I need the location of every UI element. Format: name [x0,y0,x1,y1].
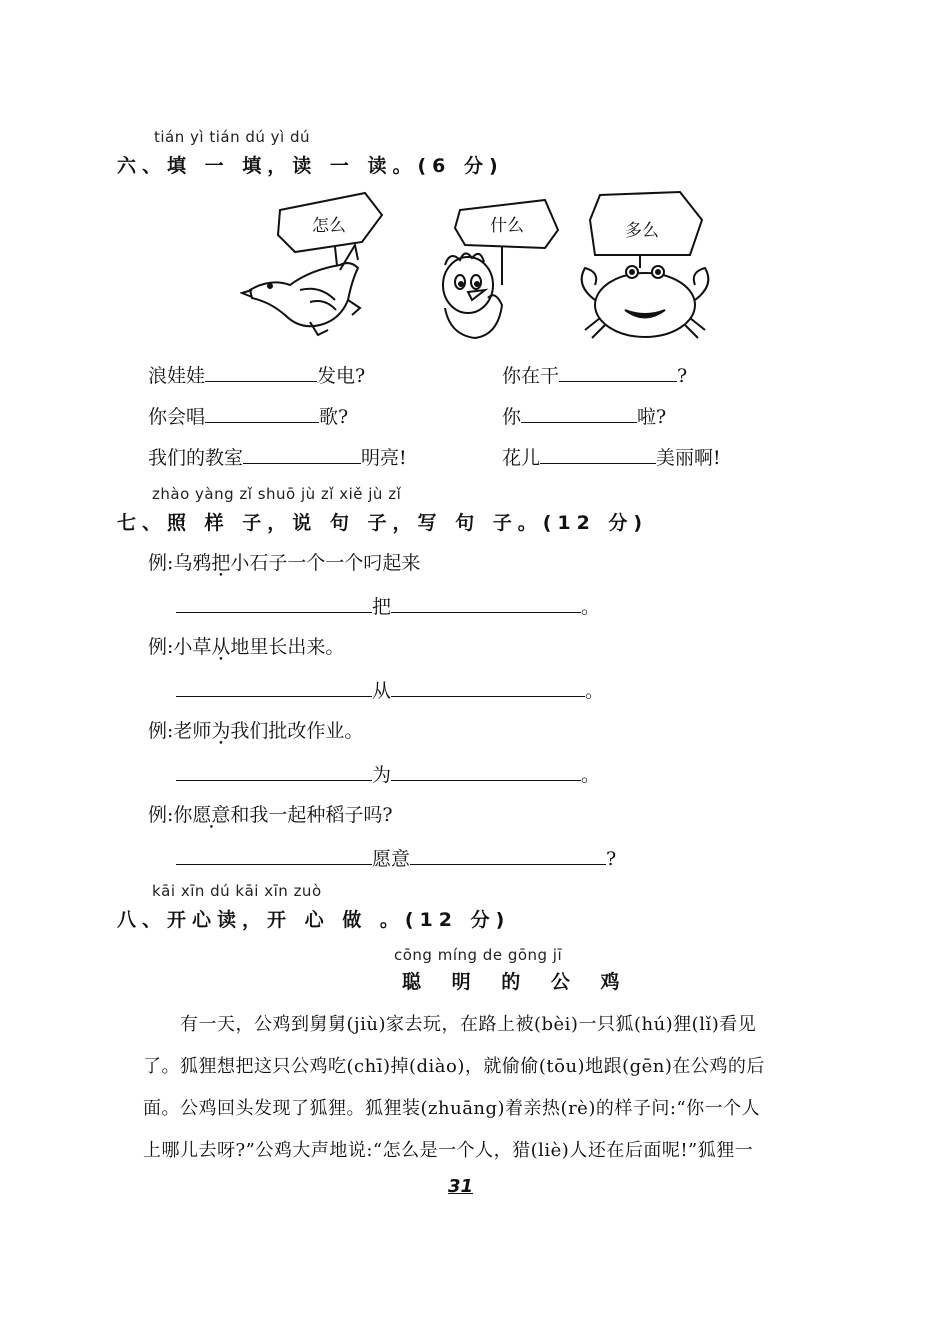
answer-4-word: 愿意 [372,848,411,870]
row1-left-after: 发电? [317,365,366,387]
section6-title: 六、填 一 填，读 一 读。(6 分) [117,155,504,177]
story-line-3: 面。公鸡回头发现了狐狸。狐狸装(zhuāng)着亲热(rè)的样子问:“你一个人 [143,1098,761,1119]
story-title-pinyin: cōng míng de gōng jī [394,946,563,964]
row1-right-after: ? [677,365,688,387]
section7-pinyin: zhào yàng zǐ shuō jù zǐ xiě jù zǐ [152,485,402,503]
row2-right-before: 你 [502,406,522,428]
story-title: 聪 明 的 公 鸡 [402,971,632,993]
section8-title: 八、开心读，开 心 做 。(12 分) [117,909,511,931]
section8-pinyin: kāi xīn dú kāi xīn zuò [152,882,322,900]
sign-duome [625,221,659,241]
example-1-pre: 例:乌鸦 [148,552,212,574]
answer-1-blank-b[interactable] [391,594,581,613]
example-2-post: 地里长出来。 [230,636,345,658]
section7-title: 七、照 样 子，说 句 子，写 句 子。(12 分) [117,512,649,534]
sign-shenme [490,216,524,236]
sign-zenme [312,216,346,236]
example-2-pre: 例:小草 [148,636,212,658]
row1-left-before: 浪娃娃 [148,365,206,387]
blank-1[interactable] [205,363,317,382]
blank-6[interactable] [540,445,656,464]
answer-2-blank-a[interactable] [176,678,372,697]
section6-pinyin: tián yì tián dú yì dú [154,128,310,146]
example-4 [148,800,393,827]
example-3 [148,716,363,743]
row3-left-before: 我们的教室 [148,447,244,469]
example-2-key: 从 [211,636,231,658]
example-1-key: 把 [211,552,231,574]
answer-1-end: 。 [581,596,601,618]
example-2 [148,632,344,659]
row2-left-before: 你会唱 [148,406,206,428]
row3-right-before: 花儿 [502,447,541,469]
blank-5[interactable] [243,445,361,464]
blank-4[interactable] [521,404,637,423]
answer-2 [176,676,604,703]
example-1 [148,548,420,575]
blank-2[interactable] [559,363,677,382]
answer-2-end: 。 [585,680,605,702]
fill-row-1-left [148,361,365,388]
answer-4-blank-a[interactable] [176,846,372,865]
example-3-pre: 例:老师 [148,720,212,742]
crab-illustration [582,192,709,338]
story-line-2: 了。狐狸想把这只公鸡吃(chī)掉(diào)，就偷偷(tōu)地跟(gēn)在公鸡的后 [143,1056,765,1077]
fill-row-2-left [148,402,348,429]
answer-4 [176,844,616,871]
story-line-4: 上哪儿去呀?”公鸡大声地说:“怎么是一个人，猎(liè)人还在后面呢!”狐狸一 [143,1140,754,1161]
duck-illustration [242,193,382,335]
row3-right-after: 美丽啊! [656,447,721,469]
example-3-post: 我们批改作业。 [230,720,364,742]
story-line-1: 有一天，公鸡到舅舅(jiù)家去玩，在路上被(bèi)一只狐(hú)狸(lǐ)看见 [180,1014,757,1035]
sign-shenme-text: 什么 [490,216,524,236]
illustrations [240,190,730,345]
answer-2-blank-b[interactable] [391,678,585,697]
answer-4-end: ? [606,848,617,870]
answer-3-end: 。 [581,764,601,786]
example-4-post: 和我一起种稻子吗? [230,804,393,826]
fill-row-1-right [502,361,687,388]
fill-row-2-right [502,402,666,429]
example-4-key: 愿意 [192,804,231,826]
answer-1-blank-a[interactable] [176,594,372,613]
sign-zenme-text: 怎么 [312,216,346,236]
answer-3-blank-a[interactable] [176,762,372,781]
row2-right-after: 啦? [637,406,667,428]
row3-left-after: 明亮! [361,447,407,469]
fill-row-3-right [502,443,721,470]
answer-2-word: 从 [372,680,392,702]
page-number: 31 [448,1176,474,1197]
answer-4-blank-b[interactable] [410,846,606,865]
row2-left-after: 歌? [319,406,349,428]
example-4-pre: 例:你 [148,804,193,826]
answer-1 [176,592,600,619]
sign-duome-text: 多么 [625,221,659,241]
answer-1-word: 把 [372,596,392,618]
row1-right-before: 你在干 [502,365,560,387]
fill-row-3-left [148,443,407,470]
answer-3 [176,760,600,787]
answer-3-blank-b[interactable] [391,762,581,781]
answer-3-word: 为 [372,764,392,786]
blank-3[interactable] [205,404,319,423]
example-1-post: 小石子一个一个叼起来 [230,552,421,574]
example-3-key: 为 [211,720,231,742]
